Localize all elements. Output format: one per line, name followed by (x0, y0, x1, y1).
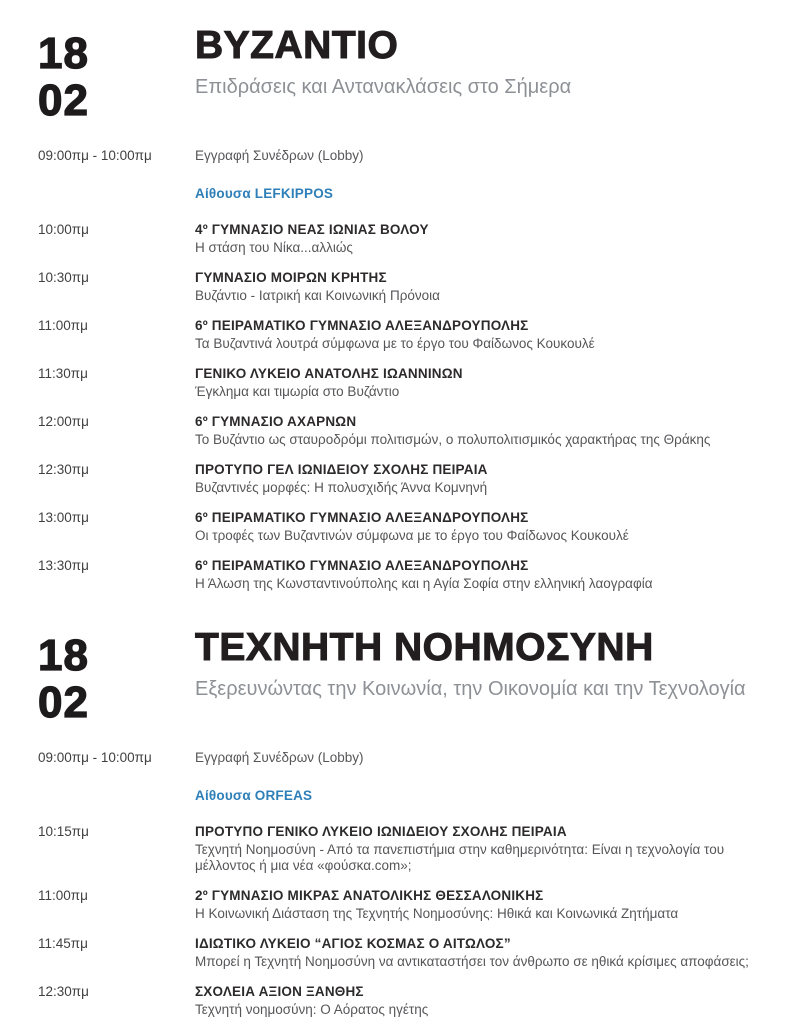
school-name: ΣΧΟΛΕΙΑ ΑΞΙΟΝ ΞΑΝΘΗΣ (195, 984, 364, 999)
schedule-row (38, 984, 773, 1018)
school-name: ΓΥΜΝΑΣΙΟ ΜΟΙΡΩΝ ΚΡΗΤΗΣ (195, 270, 387, 285)
section-heading (195, 626, 773, 701)
schedule-row (38, 888, 773, 922)
school-name: ΙΔΙΩΤΙΚΟ ΛΥΚΕΙΟ “ΑΓΙΟΣ ΚΟΣΜΑΣ Ο ΑΙΤΩΛΟΣ” (195, 936, 511, 951)
session-section-ai (38, 626, 773, 1018)
schedule-row (38, 558, 773, 592)
time-label: 12:30πμ (38, 984, 89, 999)
schedule-row (38, 318, 773, 352)
room-label: Αίθουσα LEFKIPPOS (195, 186, 334, 201)
presentation-topic: Έγκλημα και τιμωρία στο Βυζάντιο (195, 384, 400, 399)
time-label: 12:00πμ (38, 414, 89, 429)
schedule-row (38, 936, 773, 970)
presentation-topic: Το Βυζάντιο ως σταυροδρόμι πολιτισμών, ο πολυπολιτισμικός χαρακτήρας της Θράκης (195, 432, 711, 447)
section-subtitle: Εξερευνώντας την Κοινωνία, την Οικονομία και την Τεχνολογία (195, 678, 746, 700)
presentation-topic: Τα Βυζαντινά λουτρά σύμφωνα με το έργο του Φαίδωνος Κουκουλέ (195, 336, 595, 351)
presentation-topic: Μπορεί η Τεχνητή Νοημοσύνη να αντικαταστήσει τον άνθρωπο σε ηθικά κρίσιμες αποφάσεις; (195, 954, 749, 969)
date-month: 02 (38, 76, 89, 125)
school-name: 6º ΠΕΙΡΑΜΑΤΙΚΟ ΓΥΜΝΑΣΙΟ ΑΛΕΞΑΝΔΡΟΥΠΟΛΗΣ (195, 510, 529, 525)
schedule-row (38, 824, 773, 874)
date-month: 02 (38, 678, 89, 727)
school-name: ΓΕΝΙΚΟ ΛΥΚΕΙΟ ΑΝΑΤΟΛΗΣ ΙΩΑΝΝΙΝΩΝ (195, 366, 463, 381)
time-label: 12:30πμ (38, 462, 89, 477)
school-name: 4º ΓΥΜΝΑΣΙΟ ΝΕΑΣ ΙΩΝΙΑΣ ΒΟΛΟΥ (195, 222, 429, 237)
registration-row (38, 750, 773, 766)
registration-label: Εγγραφή Συνέδρων (Lobby) (195, 750, 364, 765)
time-label: 11:45πμ (38, 936, 88, 951)
presentation-topic: Τεχνητή Νοημοσύνη - Από τα πανεπιστήμια στην καθημερινότητα: Είναι η τεχνολογία του μέλλοντος ή μια νέα «φούσκα.com»; (195, 842, 725, 873)
time-label: 11:00πμ (38, 318, 88, 333)
time-label: 13:00πμ (38, 510, 89, 525)
presentation-topic: Η στάση του Νίκα...αλλιώς (195, 240, 353, 255)
date-day: 18 (38, 29, 89, 78)
time-label: 10:15πμ (38, 824, 89, 839)
presentation-topic: Τεχνητή νοημοσύνη: Ο Αόρατος ηγέτης (195, 1002, 429, 1017)
time-label: 09:00πμ - 10:00πμ (38, 148, 152, 163)
time-label: 11:30πμ (38, 366, 88, 381)
time-label: 10:30πμ (38, 270, 89, 285)
time-label: 10:00πμ (38, 222, 89, 237)
section-subtitle: Επιδράσεις και Αντανακλάσεις στο Σήμερα (195, 76, 572, 98)
section-title: ΒΥΖΑΝΤΙΟ (195, 24, 399, 67)
date-block (38, 632, 195, 726)
schedule-list (38, 824, 773, 1018)
time-label: 11:00πμ (38, 888, 88, 903)
school-name: 2º ΓΥΜΝΑΣΙΟ ΜΙΚΡΑΣ ΑΝΑΤΟΛΙΚΗΣ ΘΕΣΣΑΛΟΝΙΚΗΣ (195, 888, 544, 903)
school-name: 6º ΠΕΙΡΑΜΑΤΙΚΟ ΓΥΜΝΑΣΙΟ ΑΛΕΞΑΝΔΡΟΥΠΟΛΗΣ (195, 318, 529, 333)
registration-label: Εγγραφή Συνέδρων (Lobby) (195, 148, 364, 163)
date-block (38, 30, 195, 124)
room-row (38, 787, 773, 805)
time-label: 13:30πμ (38, 558, 89, 573)
presentation-topic: Βυζαντινές μορφές: Η πολυσχιδής Άννα Κομνηνή (195, 480, 488, 495)
school-name: 6º ΠΕΙΡΑΜΑΤΙΚΟ ΓΥΜΝΑΣΙΟ ΑΛΕΞΑΝΔΡΟΥΠΟΛΗΣ (195, 558, 529, 573)
section-header (38, 24, 773, 125)
presentation-topic: Η Κοινωνική Διάσταση της Τεχνητής Νοημοσύνης: Ηθικά και Κοινωνικά Ζητήματα (195, 906, 679, 921)
schedule-row (38, 510, 773, 544)
presentation-topic: Βυζάντιο - Ιατρική και Κοινωνική Πρόνοια (195, 288, 440, 303)
date-day: 18 (38, 631, 89, 680)
presentation-topic: Οι τροφές των Βυζαντινών σύμφωνα με το έργο του Φαίδωνος Κουκουλέ (195, 528, 629, 543)
section-title: ΤΕΧΝΗΤΗ ΝΟΗΜΟΣΥΝΗ (195, 626, 654, 669)
room-row (38, 185, 773, 203)
section-heading (195, 24, 773, 99)
time-label: 09:00πμ - 10:00πμ (38, 750, 152, 765)
schedule-row (38, 270, 773, 304)
schedule-list (38, 222, 773, 592)
schedule-row (38, 414, 773, 448)
schedule-row (38, 462, 773, 496)
room-label: Αίθουσα ORFEAS (195, 788, 313, 803)
school-name: ΠΡΟΤΥΠΟ ΓΕΝΙΚΟ ΛΥΚΕΙΟ ΙΩΝΙΔΕΙΟΥ ΣΧΟΛΗΣ ΠΕΙΡΑΙΑ (195, 824, 567, 839)
session-section-byzantio (38, 24, 773, 592)
section-header (38, 626, 773, 727)
school-name: 6º ΓΥΜΝΑΣΙΟ ΑΧΑΡΝΩΝ (195, 414, 357, 429)
school-name: ΠΡΟΤΥΠΟ ΓΕΛ ΙΩΝΙΔΕΙΟΥ ΣΧΟΛΗΣ ΠΕΙΡΑΙΑ (195, 462, 488, 477)
schedule-row (38, 366, 773, 400)
presentation-topic: Η Άλωση της Κωνσταντινούπολης και η Αγία Σοφία στην ελληνική λαογραφία (195, 576, 653, 591)
schedule-row (38, 222, 773, 256)
registration-row (38, 148, 773, 164)
